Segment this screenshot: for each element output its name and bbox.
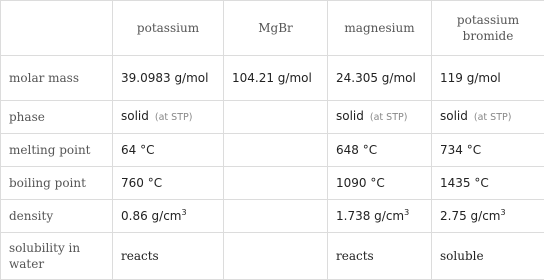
- density-exponent: 3: [500, 208, 505, 217]
- cell-density-kbr: [432, 200, 544, 233]
- row-label-phase: phase: [1, 101, 113, 134]
- phase-note: (at STP): [155, 112, 193, 123]
- phase-value: solid: [121, 109, 149, 123]
- phase-note: (at STP): [370, 112, 408, 123]
- density-value: 2.75 g/cm: [440, 209, 500, 223]
- cell-phase-kbr: [432, 101, 544, 134]
- phase-note: (at STP): [474, 112, 512, 123]
- phase-value: solid: [336, 109, 364, 123]
- column-header-potassium-bromide: potassium bromide: [432, 1, 544, 56]
- column-header-magnesium: magnesium: [328, 1, 432, 56]
- cell-phase-mgbr: [224, 101, 328, 134]
- row-molar-mass: [1, 56, 544, 101]
- cell-solubility-potassium: reacts: [113, 233, 224, 280]
- row-label-molar-mass: molar mass: [1, 56, 113, 101]
- cell-density-potassium: [113, 200, 224, 233]
- cell-density-mgbr: [224, 200, 328, 233]
- corner-cell: [1, 1, 113, 56]
- cell-boiling-point-potassium: 760 °C: [113, 167, 224, 200]
- cell-solubility-kbr: soluble: [432, 233, 544, 280]
- phase-value: solid: [440, 109, 468, 123]
- row-label-solubility: solubility in water: [1, 233, 113, 280]
- cell-melting-point-kbr: 734 °C: [432, 134, 544, 167]
- cell-density-magnesium: [328, 200, 432, 233]
- row-label-density: density: [1, 200, 113, 233]
- column-header-mgbr: MgBr: [224, 1, 328, 56]
- cell-boiling-point-kbr: 1435 °C: [432, 167, 544, 200]
- row-phase: [1, 101, 544, 134]
- row-label-melting-point: melting point: [1, 134, 113, 167]
- cell-boiling-point-magnesium: 1090 °C: [328, 167, 432, 200]
- cell-solubility-magnesium: reacts: [328, 233, 432, 280]
- column-header-potassium: potassium: [113, 1, 224, 56]
- row-solubility: [1, 233, 544, 280]
- cell-solubility-mgbr: [224, 233, 328, 280]
- cell-molar-mass-kbr: 119 g/mol: [432, 56, 544, 101]
- cell-melting-point-magnesium: 648 °C: [328, 134, 432, 167]
- cell-molar-mass-magnesium: 24.305 g/mol: [328, 56, 432, 101]
- density-exponent: 3: [181, 208, 186, 217]
- header-row: [1, 1, 544, 56]
- row-density: [1, 200, 544, 233]
- row-melting-point: [1, 134, 544, 167]
- row-boiling-point: [1, 167, 544, 200]
- density-exponent: 3: [404, 208, 409, 217]
- cell-boiling-point-mgbr: [224, 167, 328, 200]
- cell-phase-magnesium: [328, 101, 432, 134]
- cell-molar-mass-potassium: 39.0983 g/mol: [113, 56, 224, 101]
- cell-molar-mass-mgbr: 104.21 g/mol: [224, 56, 328, 101]
- density-value: 1.738 g/cm: [336, 209, 404, 223]
- row-label-boiling-point: boiling point: [1, 167, 113, 200]
- cell-melting-point-potassium: 64 °C: [113, 134, 224, 167]
- cell-phase-potassium: [113, 101, 224, 134]
- cell-melting-point-mgbr: [224, 134, 328, 167]
- density-value: 0.86 g/cm: [121, 209, 181, 223]
